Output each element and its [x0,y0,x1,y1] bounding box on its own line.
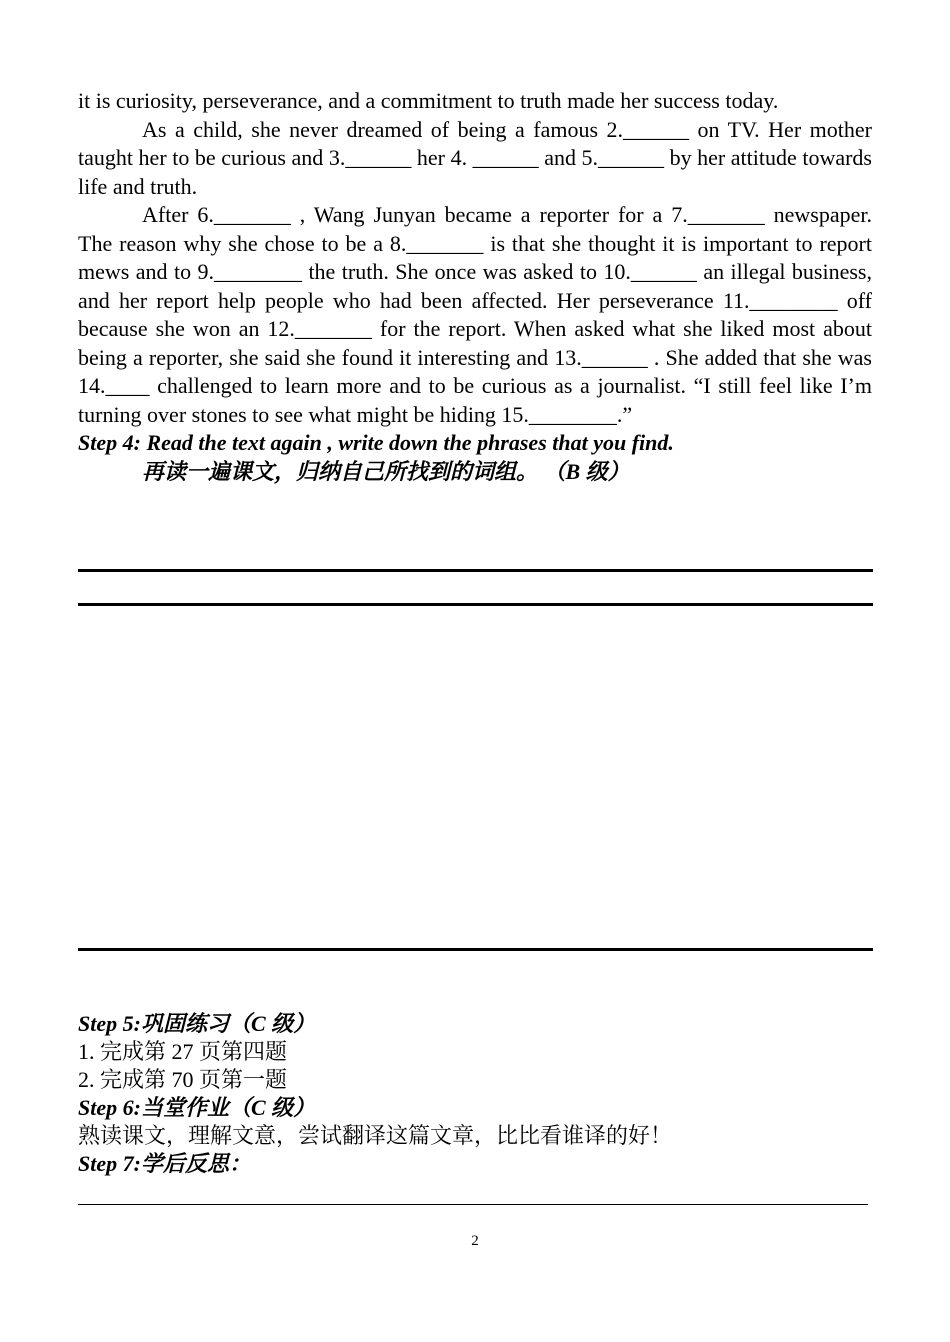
step-6-text: 熟读课文，理解文意，尝试翻译这篇文章，比比看谁译的好！ [78,1123,673,1148]
page-number: 2 [471,1233,479,1249]
step-5-item-1: 1. 完成第 27 页第四题 [78,1039,288,1064]
step-6-title: Step 6:当堂作业（C 级） [78,1095,316,1120]
step-5-item-2: 2. 完成第 70 页第一题 [78,1067,288,1092]
passage-paragraph-3: After 6._______ , Wang Junyan became a reporter for a 7._______ newspaper. The reason why she chose to be a 8._______ is that she thought it is important to report mews and to 9.________ the truth. She once was asked to 10.______ an illegal business, and her report help people who had been affected. Her perseverance 11.________ off because she won an 12._______ for the report. When asked what she liked most about being a reporter, she said she found it interesting and 13.______ . She added that she was 14.____ challenged to learn more and to be curious as a journalist. “I still feel like I’m turning over stones to see what might be hiding 15.________.” [78,202,872,427]
answer-rule-3 [78,948,873,951]
passage-paragraph-2: As a child, she never dreamed of being a famous 2.______ on TV. Her mother taught her to be curious and 3.______ her 4. ______ and 5.______ by her attitude towards life and truth. [78,116,872,199]
passage-section [78,87,872,486]
answer-rule-1 [78,569,873,572]
answer-rule-2 [78,603,873,606]
reflection-blank-line [78,1204,868,1205]
passage-paragraph-1: it is curiosity, perseverance, and a commitment to truth made her success today. [78,88,779,113]
step-5-title: Step 5:巩固练习（C 级） [78,1011,316,1036]
step-7-title: Step 7:学后反思： [78,1151,251,1176]
step-4-title: Step 4: Read the text again , write down the phrases that you find. [78,430,674,455]
steps-section [78,1010,872,1178]
step-4-subtitle: 再读一遍课文，归纳自己所找到的词组。 （B 级） [142,458,630,484]
